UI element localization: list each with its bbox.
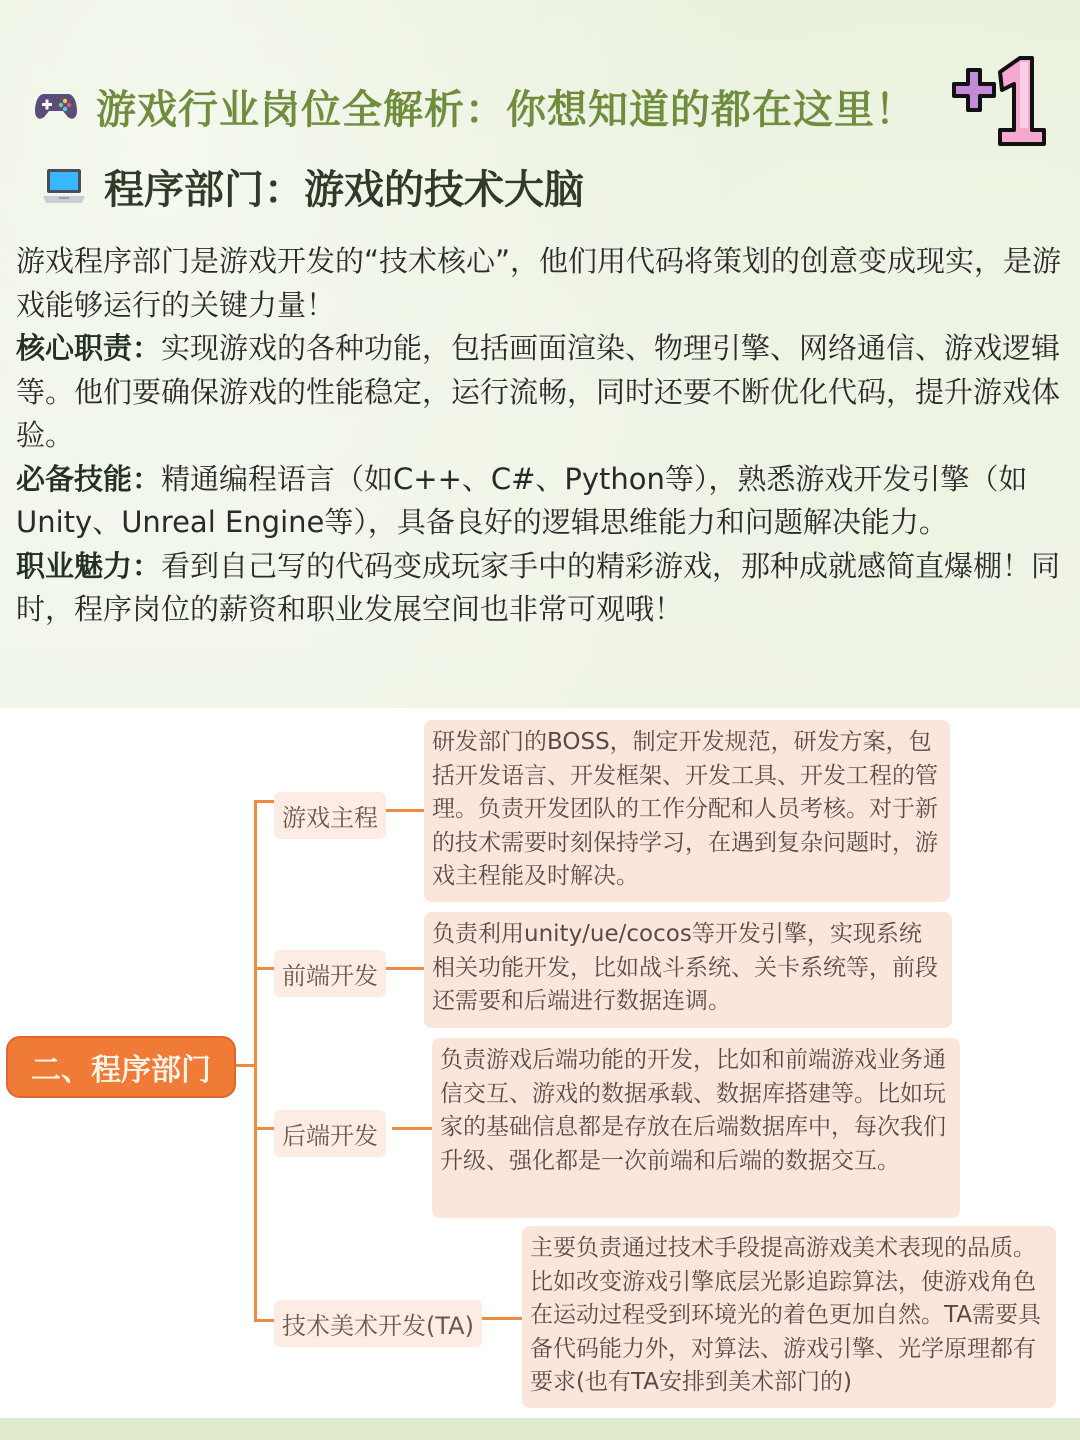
desc-connector-3 [392, 1127, 434, 1130]
mind-map [0, 708, 1080, 1418]
skills-text: 精通编程语言（如C++、C#、Python等），熟悉游戏开发引擎（如Unity、Unreal Engine等），具备良好的逻辑思维能力和问题解决能力。 [16, 461, 1028, 539]
intro-paragraph: 游戏程序部门是游戏开发的“技术核心”，他们用代码将策划的创意变成现实，是游戏能够运行的关键力量！ [16, 244, 1062, 322]
laptop-icon [42, 166, 86, 206]
connector-3 [254, 1127, 276, 1130]
desc-connector-4 [478, 1317, 524, 1320]
duties-paragraph [16, 327, 1066, 458]
skills-label: 必备技能： [16, 461, 162, 496]
desc-technical-art: 主要负责通过技术手段提高游戏美术表现的品质。比如改变游戏引擎底层光影追踪算法，使游戏角色在运动过程受到环境光的着色更加自然。TA需要具备代码能力外，对算法、游戏引擎、光学原理都有要求(也有TA安排到美术部门的) [522, 1226, 1056, 1408]
connector-4 [254, 1319, 276, 1322]
connector-1 [254, 800, 276, 803]
gamepad-icon [34, 91, 78, 121]
desc-connector-1 [386, 809, 428, 812]
branch-backend: 后端开发 [274, 1110, 386, 1157]
desc-backend: 负责游戏后端功能的开发，比如和前端游戏业务通信交互、游戏的数据承载、数据库搭建等。比如玩家的基础信息都是存放在后端数据库中，每次我们升级、强化都是一次前端和后端的数据交互。 [432, 1038, 960, 1218]
desc-connector-2 [386, 967, 426, 970]
desc-frontend: 负责利用unity/ue/cocos等开发引擎，实现系统相关功能开发，比如战斗系统、关卡系统等，前段还需要和后端进行数据连调。 [424, 912, 952, 1028]
trunk-line [254, 800, 257, 1322]
plus-one-icon [940, 50, 1052, 148]
subtitle-row [42, 156, 584, 216]
appeal-paragraph [16, 545, 1066, 632]
branch-technical-art: 技术美术开发(TA) [274, 1300, 482, 1347]
appeal-text: 看到自己写的代码变成玩家手中的精彩游戏，那种成就感简直爆棚！同时，程序岗位的薪资和职业发展空间也非常可观哦！ [16, 548, 1061, 626]
branch-frontend: 前端开发 [274, 950, 386, 997]
page-title: 游戏行业岗位全解析：你想知道的都在这里！ [96, 86, 916, 133]
title-row [34, 76, 916, 136]
connector-2 [254, 967, 276, 970]
body-text [16, 240, 1066, 632]
root-node: 二、程序部门 [6, 1036, 236, 1098]
branch-lead-programmer: 游戏主程 [274, 792, 386, 839]
appeal-label: 职业魅力： [16, 548, 162, 583]
bottom-band [0, 1418, 1080, 1440]
desc-lead-programmer: 研发部门的BOSS，制定开发规范，研发方案，包括开发语言、开发框架、开发工具、开发工程的管理。负责开发团队的工作分配和人员考核。对于新的技术需要时刻保持学习，在遇到复杂问题时，游戏主程能及时解决。 [424, 720, 950, 902]
duties-label: 核心职责： [16, 331, 162, 365]
section-title: 程序部门：游戏的技术大脑 [104, 166, 584, 213]
skills-paragraph [16, 458, 1066, 545]
duties-text: 实现游戏的各种功能，包括画面渲染、物理引擎、网络通信、游戏逻辑等。他们要确保游戏的性能稳定，运行流畅，同时还要不断优化代码，提升游戏体验。 [16, 331, 1061, 452]
header [0, 0, 1080, 700]
